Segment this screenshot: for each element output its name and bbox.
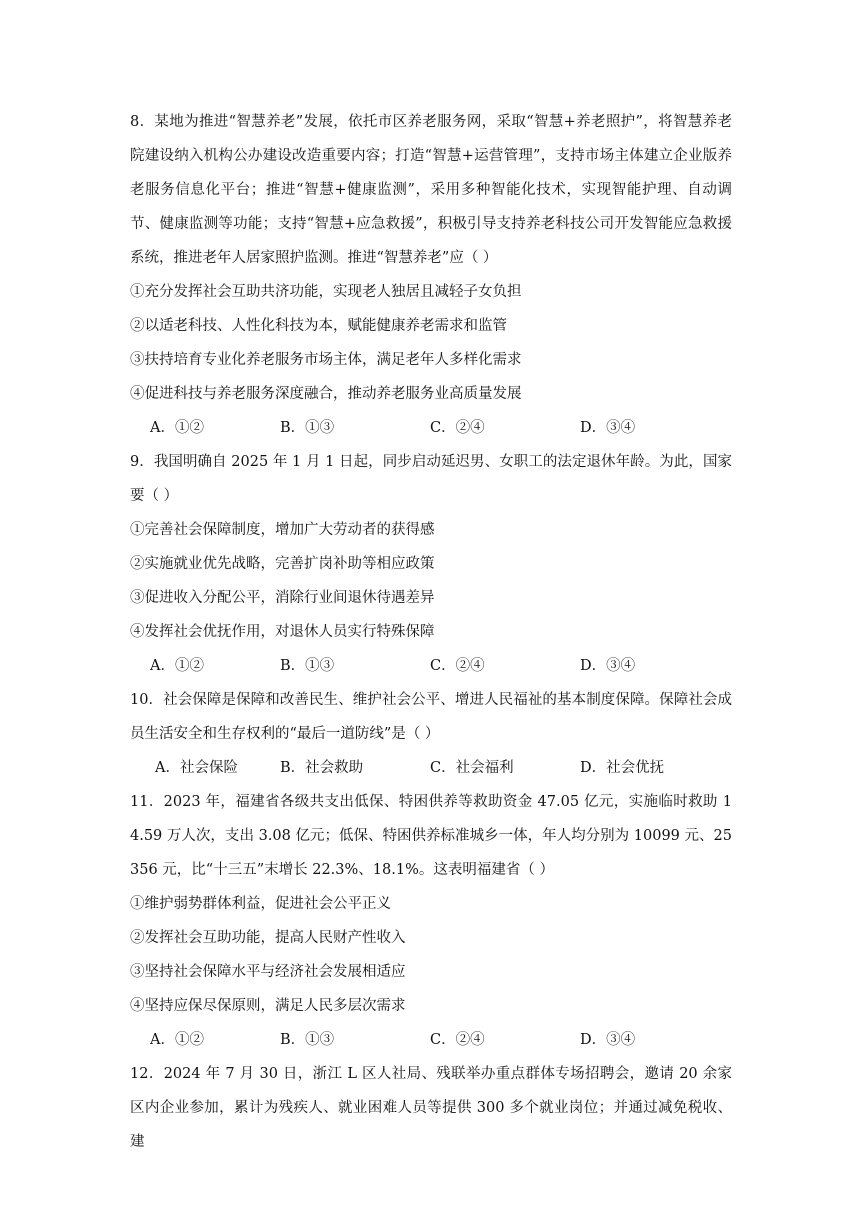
question-9-item-1: ①完善社会保障制度，增加广大劳动者的获得感 bbox=[130, 522, 435, 538]
question-11-choice-b[interactable]: B．①③ bbox=[280, 1032, 335, 1048]
question-8-item-3: ③扶持培育专业化养老服务市场主体，满足老年人多样化需求 bbox=[130, 352, 522, 368]
question-12-stem: 12．2024 年 7 月 30 日，浙江 L 区人社局、残联举办重点群体专场招聘会，邀请 20 余家区内企业参加，累计为残疾人、就业困难人员等提供 300 多个就业岗位；并通过减免税收、建 bbox=[130, 1066, 732, 1150]
question-11-item-3: ③坚持社会保障水平与经济社会发展相适应 bbox=[130, 964, 406, 980]
exam-page bbox=[130, 105, 732, 1159]
question-11-choice-d[interactable]: D．③④ bbox=[580, 1032, 636, 1048]
question-10-choices bbox=[130, 751, 732, 785]
question-9-choice-a[interactable]: A．①② bbox=[150, 658, 204, 674]
question-11-choice-c[interactable]: C．②④ bbox=[430, 1032, 485, 1048]
question-10-stem: 10．社会保障是保障和改善民生、维护社会公平、增进人民福祉的基本制度保障。保障社会成员生活安全和生存权利的“最后一道防线”是（ ） bbox=[130, 692, 732, 742]
question-8-item-2: ②以适老科技、人性化科技为本，赋能健康养老需求和监管 bbox=[130, 318, 507, 334]
question-11-item-4: ④坚持应保尽保原则，满足人民多层次需求 bbox=[130, 998, 406, 1014]
question-11-choices bbox=[130, 1023, 732, 1057]
question-9-choice-d[interactable]: D．③④ bbox=[580, 658, 636, 674]
question-8-stem: 8．某地为推进“智慧养老”发展，依托市区养老服务网，采取“智慧+养老照护”，将智慧养老院建设纳入机构公办建设改造重要内容；打造“智慧+运营管理”，支持市场主体建立企业版养老服务信息化平台；推进“智慧+健康监测”，采用多种智能化技术，实现智能护理、自动调节、健康监测等功能；支持“智慧+应急救援”，积极引导支持养老科技公司开发智能应急救援系统，推进老年人居家照护监测。推进“智慧养老”应（ ） bbox=[130, 114, 732, 266]
question-9-item-3: ③促进收入分配公平，消除行业间退休待遇差异 bbox=[130, 590, 435, 606]
question-8-choices bbox=[130, 411, 732, 445]
question-11-item-2: ②发挥社会互助功能，提高人民财产性收入 bbox=[130, 930, 406, 946]
question-11-stem: 11．2023 年，福建省各级共支出低保、特困供养等救助资金 47.05 亿元，实施临时救助 14.59 万人次，支出 3.08 亿元；低保、特困供养标准城乡一体，年人均分别为 10099 元、25356 元，比“十三五”末增长 22.3%、18.1%。这表明福建省（ ） bbox=[130, 794, 732, 878]
question-10-choice-c[interactable]: C．社会福利 bbox=[430, 760, 514, 776]
question-11-item-1: ①维护弱势群体利益，促进社会公平正义 bbox=[130, 896, 391, 912]
question-8-item-4: ④促进科技与养老服务深度融合，推动养老服务业高质量发展 bbox=[130, 386, 522, 402]
question-9-choice-c[interactable]: C．②④ bbox=[430, 658, 485, 674]
question-9-item-2: ②实施就业优先战略，完善扩岗补助等相应政策 bbox=[130, 556, 435, 572]
question-10-choice-a[interactable]: A．社会保险 bbox=[155, 760, 238, 776]
question-8-choice-a[interactable]: A．①② bbox=[150, 420, 204, 436]
question-8-item-1: ①充分发挥社会互助共济功能，实现老人独居且减轻子女负担 bbox=[130, 284, 522, 300]
question-9-choice-b[interactable]: B．①③ bbox=[280, 658, 335, 674]
question-9-stem: 9．我国明确自 2025 年 1 月 1 日起，同步启动延迟男、女职工的法定退休年龄。为此，国家要（ ） bbox=[130, 454, 732, 504]
question-9-item-4: ④发挥社会优抚作用，对退休人员实行特殊保障 bbox=[130, 624, 435, 640]
question-10-choice-b[interactable]: B．社会救助 bbox=[280, 760, 364, 776]
question-11-choice-a[interactable]: A．①② bbox=[150, 1032, 204, 1048]
question-10-choice-d[interactable]: D．社会优抚 bbox=[580, 760, 665, 776]
question-8-choice-d[interactable]: D．③④ bbox=[580, 420, 636, 436]
question-8-choice-b[interactable]: B．①③ bbox=[280, 420, 335, 436]
question-8-choice-c[interactable]: C．②④ bbox=[430, 420, 485, 436]
question-9-choices bbox=[130, 649, 732, 683]
